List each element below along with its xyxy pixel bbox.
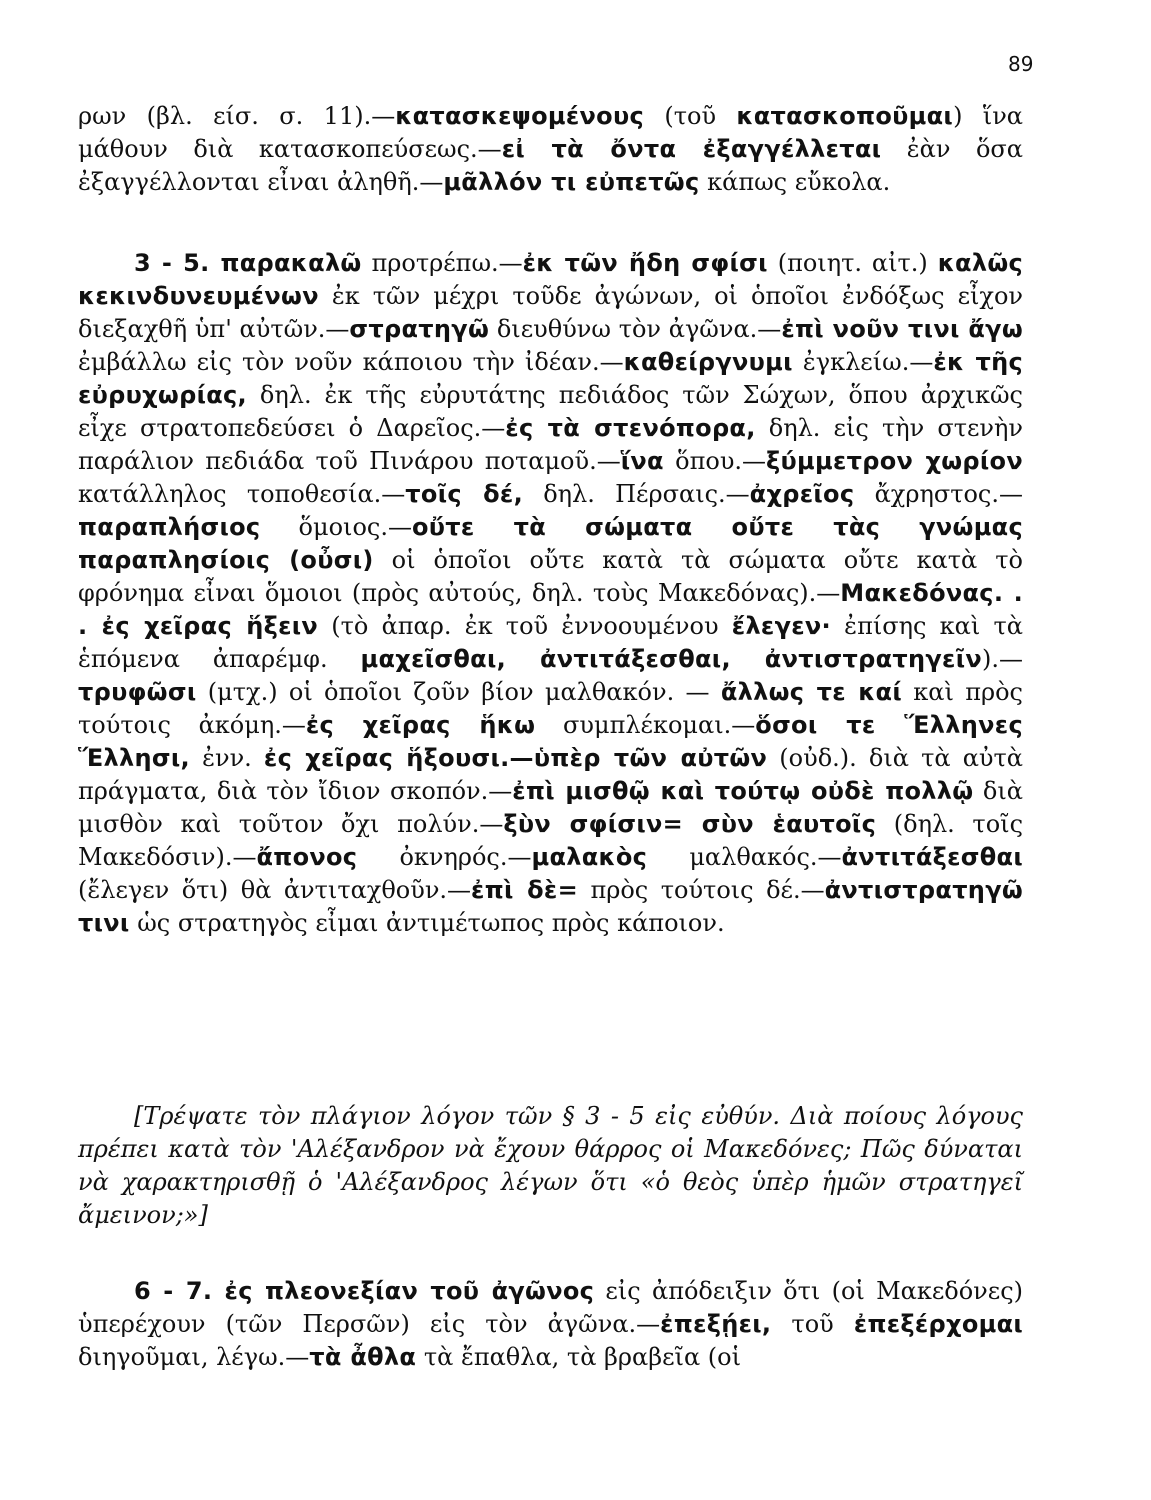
headword: ἐπὶ μισθῷ καὶ τούτῳ οὐδὲ πολλῷ xyxy=(512,777,974,805)
gloss-text: ἐμβάλλω εἰς τὸν νοῦν κάποιου τὴν ἰδέαν.— xyxy=(78,348,624,376)
headword: παραπλήσιος xyxy=(78,513,261,541)
headword: ἐς χεῖρας ἥξουσι.—ὑπὲρ τῶν αὐτῶν xyxy=(263,744,768,772)
gloss-text: ἄχρηστος.— xyxy=(854,480,1024,508)
headword: κατασκοποῦμαι xyxy=(736,102,954,130)
headword: καλῶς κεκινδυνευμένων xyxy=(78,249,1023,310)
headword: μαλακὸς xyxy=(531,843,648,871)
gloss-text: διὰ μισθὸν καὶ τοῦτον ὄχι πολύν.— xyxy=(78,777,1023,838)
headword: Μακεδόνας. . . ἐς χεῖρας ἥξειν xyxy=(78,579,1023,640)
headword: 3 - 5. παρακαλῶ xyxy=(134,249,362,277)
headword: ἐκ τῶν ἤδη σφίσι xyxy=(522,249,768,277)
paragraph-text xyxy=(78,1275,1023,1374)
headword: εἰ τὰ ὄντα ἐξαγγέλλεται xyxy=(501,135,882,163)
gloss-text: ἐπίσης καὶ τὰ ἑπόμενα ἀπαρέμφ. xyxy=(78,612,1023,673)
gloss-text: προτρέπω.— xyxy=(361,249,523,277)
gloss-text: διευθύνω τὸν ἀγῶνα.— xyxy=(489,315,782,343)
headword: οὔτε τὰ σώματα οὔτε τὰς γνώμας παραπλησίοις (οὖσι) xyxy=(78,513,1023,574)
paragraph-intro xyxy=(78,100,1023,199)
gloss-text: (τοῦ xyxy=(644,102,737,130)
gloss-text: (ποιητ. αἰτ.) xyxy=(767,249,938,277)
headword: ἐπὶ νοῦν τινι ἄγω xyxy=(781,315,1023,343)
gloss-text: ὀκνηρός.— xyxy=(357,843,532,871)
headword: ὅσοι τε Ἕλληνες Ἕλλησι, xyxy=(78,711,1023,772)
page-number: 89 xyxy=(1008,52,1034,76)
gloss-text: δηλ. Πέρσαις.— xyxy=(523,480,750,508)
paragraph-text xyxy=(78,100,1023,199)
headword: στρατηγῶ xyxy=(349,315,490,343)
gloss-text: κατάλληλος τοποθεσία.— xyxy=(78,480,406,508)
gloss-text: ρων (βλ. είσ. σ. 11).— xyxy=(78,102,396,130)
headword: τρυφῶσι xyxy=(78,678,197,706)
gloss-text: (δηλ. τοῖς Μακεδόσιν).— xyxy=(78,810,1024,871)
gloss-text: ὅπου.— xyxy=(663,447,767,475)
headword: καθείργνυμι xyxy=(623,348,793,376)
headword: ἐς χεῖρας ἥκω xyxy=(305,711,536,739)
headword: ἀντιστρατηγῶ τινι xyxy=(78,876,1023,937)
exercise-text: [Τρέψατε τὸν πλάγιον λόγον τῶν § 3 - 5 εἰς εὐθύν. Διὰ ποίους λόγους πρέπει κατὰ τὸν 'Αλέξανδρον νὰ ἔχουν θάρρος οἱ Μακεδόνες; Πῶς δύναται νὰ χαρακτηρισθῇ ὁ 'Αλέξανδρος λέγων ὅτι «ὁ θεὸς ὑπὲρ ἡμῶν στρατηγεῖ ἄμεινον;»] xyxy=(78,1102,1023,1229)
headword: ἵνα xyxy=(620,447,664,475)
headword: ξύμμετρον χωρίον xyxy=(766,447,1023,475)
gloss-text: δηλ. εἰς τὴν στενὴν παράλιον πεδιάδα τοῦ Πινάρου ποταμοῦ.— xyxy=(78,414,1023,475)
gloss-text: (μτχ.) οἱ ὁποῖοι ζοῦν βίον μαλθακόν. — xyxy=(196,678,721,706)
paragraph-text xyxy=(78,247,1023,940)
headword: ἀντιτάξεσθαι xyxy=(841,843,1023,871)
gloss-text: συμπλέκομαι.— xyxy=(535,711,756,739)
headword: ἐπὶ δὲ= xyxy=(471,876,578,904)
gloss-text: ).— xyxy=(982,645,1023,673)
gloss-text: ) ἵνα μάθουν διὰ κατασκοπεύσεως.— xyxy=(78,102,1024,163)
headword: 6 - 7. ἐς πλεονεξίαν τοῦ ἀγῶνος xyxy=(134,1277,595,1305)
gloss-text: ἐνν. xyxy=(189,744,264,772)
gloss-text: καὶ πρὸς τούτοις ἀκόμη.— xyxy=(78,678,1024,739)
headword: ἐπεξῄει, xyxy=(660,1310,772,1338)
headword: ἐς τὰ στενόπορα, xyxy=(505,414,756,442)
headword: ἄλλως τε καί xyxy=(720,678,902,706)
headword: τὰ ἆθλα xyxy=(309,1343,417,1371)
headword: τοῖς δέ, xyxy=(405,480,523,508)
gloss-text: πρὸς τούτοις δέ.— xyxy=(578,876,825,904)
gloss-text: τοῦ xyxy=(771,1310,854,1338)
gloss-text: διηγοῦμαι, λέγω.— xyxy=(78,1343,310,1371)
headword: ἔλεγεν· xyxy=(731,612,831,640)
gloss-text: τὰ ἔπαθλα, τὰ βραβεῖα (οἱ xyxy=(416,1343,742,1371)
headword: ἐπεξέρχομαι xyxy=(853,1310,1024,1338)
headword: ἀχρεῖος xyxy=(749,480,855,508)
gloss-text: εἰς ἀπόδειξιν ὅτι (οἱ Μακεδόνες) ὑπερέχουν (τῶν Περσῶν) εἰς τὸν ἀγῶνα.— xyxy=(78,1277,1024,1338)
gloss-text: δηλ. ἐκ τῆς εὐρυτάτης πεδιάδος τῶν Σώχων, ὅπου ἀρχικῶς εἶχε στρατοπεδεύσει ὁ Δαρεῖος.— xyxy=(78,381,1023,442)
gloss-text: ἐγκλείω.— xyxy=(792,348,934,376)
gloss-text: ὅμοιος.— xyxy=(260,513,412,541)
headword: μᾶλλόν τι εὐπετῶς xyxy=(443,168,700,196)
gloss-text: μαλθακός.— xyxy=(647,843,842,871)
gloss-text: οἱ ὁποῖοι οὔτε κατὰ τὰ σώματα οὔτε κατὰ τὸ φρόνημα εἶναι ὅμοιοι (πρὸς αὐτούς, δηλ. τοὺς Μακεδόνας).— xyxy=(78,546,1023,607)
exercise-note xyxy=(78,1100,1023,1232)
gloss-text: (ἔλεγεν ὅτι) θὰ ἀντιταχθοῦν.— xyxy=(78,876,472,904)
gloss-text: (τὸ ἀπαρ. ἐκ τοῦ ἐννοουμένου xyxy=(318,612,732,640)
paragraph-section-3-5 xyxy=(78,247,1023,940)
gloss-text: κάπως εὔκολα. xyxy=(699,168,891,196)
headword: ἐκ τῆς εὐρυχωρίας, xyxy=(78,348,1023,409)
headword: ἄπονος xyxy=(256,843,358,871)
headword: μαχεῖσθαι, ἀντιτάξεσθαι, ἀντιστρατηγεῖν xyxy=(360,645,982,673)
paragraph-section-6-7 xyxy=(78,1275,1023,1374)
headword: ξὺν σφίσιν= σὺν ἑαυτοῖς xyxy=(503,810,877,838)
gloss-text: ἐὰν ὅσα ἐξαγγέλλονται εἶναι ἀληθῆ.— xyxy=(78,135,1023,196)
gloss-text: ἐκ τῶν μέχρι τοῦδε ἀγώνων, οἱ ὁποῖοι ἐνδόξως εἶχον διεξαχθῆ ὑπ' αὐτῶν.— xyxy=(78,282,1023,343)
gloss-text: (οὐδ.). διὰ τὰ αὐτὰ πράγματα, διὰ τὸν ἴδιον σκοπόν.— xyxy=(78,744,1023,805)
headword: κατασκεψομένους xyxy=(395,102,644,130)
gloss-text: ὡς στρατηγὸς εἶμαι ἀντιμέτωπος πρὸς κάποιον. xyxy=(129,909,725,937)
